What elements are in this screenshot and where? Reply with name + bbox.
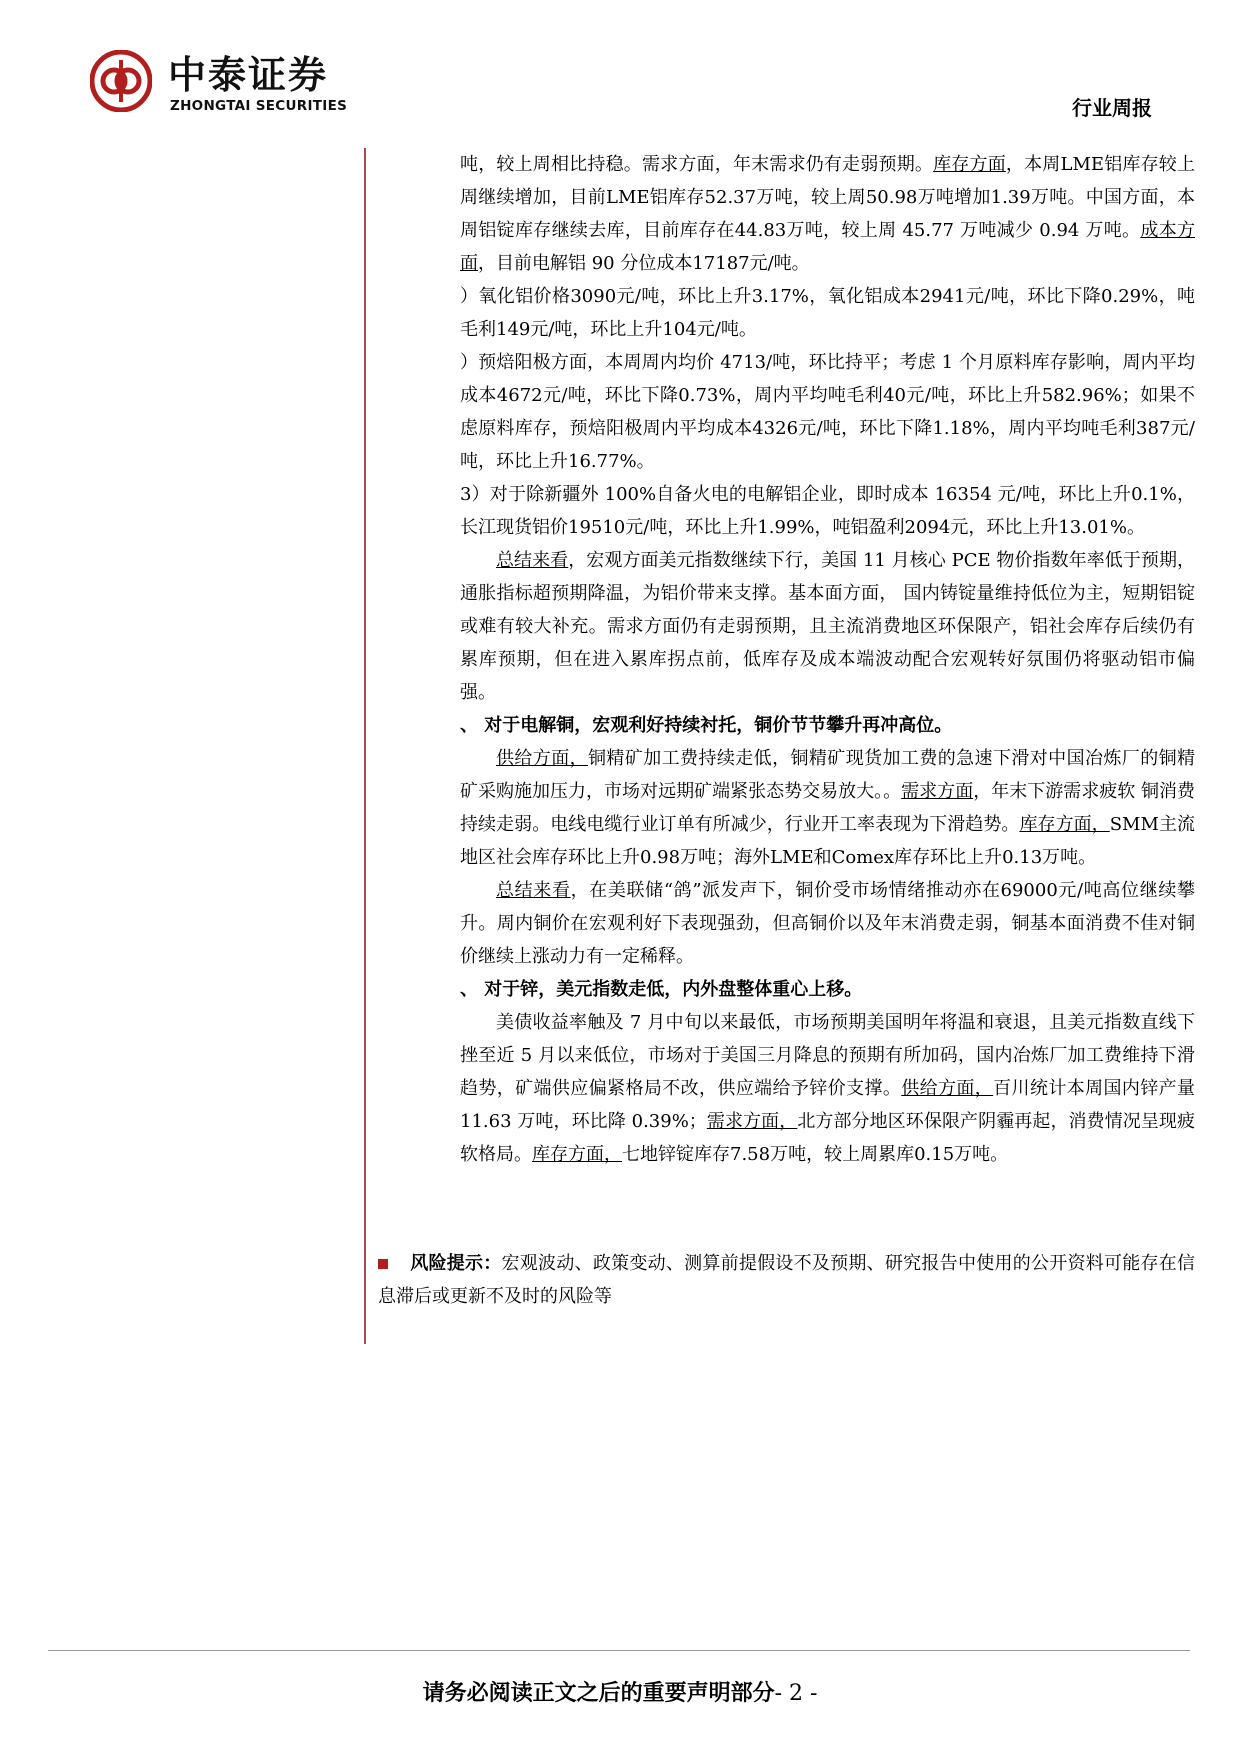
page-number: - 2 - — [774, 1681, 818, 1706]
paragraph — [460, 478, 1195, 544]
text-segment: ，年末下游需求疲软 铜消费持续走弱。电线电缆行业订单有所减少，行业开工率表现为下滑趋势。 — [460, 781, 1196, 835]
underlined-term: 总结来看 — [496, 880, 571, 901]
left-divider — [364, 148, 366, 1344]
text-segment: ）预焙阳极方面，本周周内均价 4713/吨，环比持平；考虑 1 个月原料库存影响，周内平均成本4672元/吨，环比下降0.73%，周内平均吨毛利40元/吨，环比上升582.96%；如果不虑原料库存，预焙阳极周内平均成本4326元/吨，环比下降1.18%，周内平均吨毛利387元/吨，环比上升16.77%。 — [460, 352, 1195, 472]
report-body — [460, 148, 1195, 1171]
section-heading — [460, 973, 1195, 1006]
text-segment: 、 对于电解铜，宏观利好持续衬托，铜价节节攀升再冲高位。 — [460, 715, 953, 736]
text-segment: ，目前电解铝 90 分位成本17187元/吨。 — [478, 253, 810, 274]
text-segment: ，本周LME铝库存较上周继续增加，目前LME铝库存52.37万吨，较上周50.98万吨增加1.39万吨。中国方面，本周铝锭库存继续去库，目前库存在44.83万吨，较上周 45.77 万吨减少 0.94 万吨。 — [460, 154, 1196, 241]
paragraph — [460, 148, 1195, 280]
disclaimer-note: 请务必阅读正文之后的重要声明部分 — [422, 1680, 775, 1706]
underlined-term: 需求方面， — [706, 1111, 798, 1132]
paragraph — [460, 874, 1195, 973]
underlined-term: 库存方面， — [532, 1144, 622, 1165]
paragraph — [460, 280, 1195, 346]
underlined-term: 供给方面， — [496, 748, 589, 769]
text-segment: 百川统计本周国内锌产量 11.63 万吨，环比降 0.39%； — [460, 1078, 1196, 1132]
logo-chinese-name: 中泰证券 — [168, 53, 329, 97]
footer-divider — [48, 1650, 1190, 1651]
logo-english-name: ZHONGTAI SECURITIES — [170, 98, 348, 114]
paragraph — [460, 1006, 1195, 1171]
risk-notice — [378, 1247, 1195, 1313]
risk-label: 风险提示： — [410, 1253, 502, 1274]
company-logo — [90, 50, 390, 125]
underlined-term: 需求方面 — [901, 781, 974, 802]
bullet-square-icon — [378, 1259, 388, 1269]
section-heading — [460, 709, 1195, 742]
text-segment: ）氧化铝价格3090元/吨，环比上升3.17%，氧化铝成本2941元/吨，环比下降0.29%，吨毛利149元/吨，环比上升104元/吨。 — [460, 286, 1195, 340]
underlined-term: 库存方面， — [1019, 814, 1110, 835]
text-segment: 美债收益率触及 7 月中旬以来最低，市场预期美国明年将温和衰退，且美元指数直线下挫至近 5 月以来低位，市场对于美国三月降息的预期有所加码，国内冶炼厂加工费维持下滑趋势，矿端供应偏紧格局不改，供应端给予锌价支撑。 — [460, 1012, 1195, 1099]
underlined-term: 成本方面 — [460, 220, 1196, 274]
paragraph — [460, 544, 1195, 709]
text-segment: 3）对于除新疆外 100%自备火电的电解铝企业，即时成本 16354 元/吨，环比上升0.1%，长江现货铝价19510元/吨，环比上升1.99%，吨铝盈利2094元，环比上升13.01%。 — [460, 484, 1195, 538]
text-segment: 北方部分地区环保限产阴霾再起，消费情况呈现疲软格局。 — [460, 1111, 1196, 1165]
risk-text: 宏观波动、政策变动、测算前提假设不及预期、研究报告中使用的公开资料可能存在信息滞后或更新不及时的风险等 — [378, 1253, 1196, 1307]
text-segment: 吨，较上周相比持稳。需求方面，年末需求仍有走弱预期。 — [460, 154, 934, 175]
text-segment: SMM主流地区社会库存环比上升0.98万吨；海外LME和Comex库存环比上升0.13万吨。 — [460, 814, 1196, 868]
report-type: 行业周报 — [1072, 96, 1152, 120]
text-segment: 、 对于锌，美元指数走低，内外盘整体重心上移。 — [460, 979, 863, 1000]
underlined-term: 供给方面， — [901, 1078, 994, 1099]
underlined-term: 总结来看 — [496, 550, 569, 571]
text-segment: 铜精矿加工费持续走低，铜精矿现货加工费的急速下滑对中国冶炼厂的铜精矿采购施加压力，市场对远期矿端紧张态势交易放大。。 — [460, 748, 1196, 802]
text-segment: 七地锌锭库存7.58万吨，较上周累库0.15万吨。 — [622, 1144, 1009, 1165]
paragraph — [460, 742, 1195, 874]
zhongtai-logo-icon — [90, 50, 152, 112]
footer — [0, 1676, 1240, 1707]
text-segment: ，宏观方面美元指数继续下行，美国 11 月核心 PCE 物价指数年率低于预期，通胀指标超预期降温，为铝价带来支撑。基本面方面， 国内铸锭量维持低位为主，短期铝锭或难有较大补充。需求方面仍有走弱预期，且主流消费地区环保限产，铝社会库存后续仍有累库预期，但在进入累库拐点前，低库存及成本端波动配合宏观转好氛围仍将驱动铝市偏强。 — [460, 550, 1196, 703]
text-segment: ，在美联储“鸽”派发声下，铜价受市场情绪推动亦在69000元/吨高位继续攀升。周内铜价在宏观利好下表现强劲，但高铜价以及年末消费走弱，铜基本面消费不佳对铜价继续上涨动力有一定稀释。 — [460, 880, 1196, 967]
paragraph — [460, 346, 1195, 478]
underlined-term: 库存方面 — [933, 154, 1006, 175]
